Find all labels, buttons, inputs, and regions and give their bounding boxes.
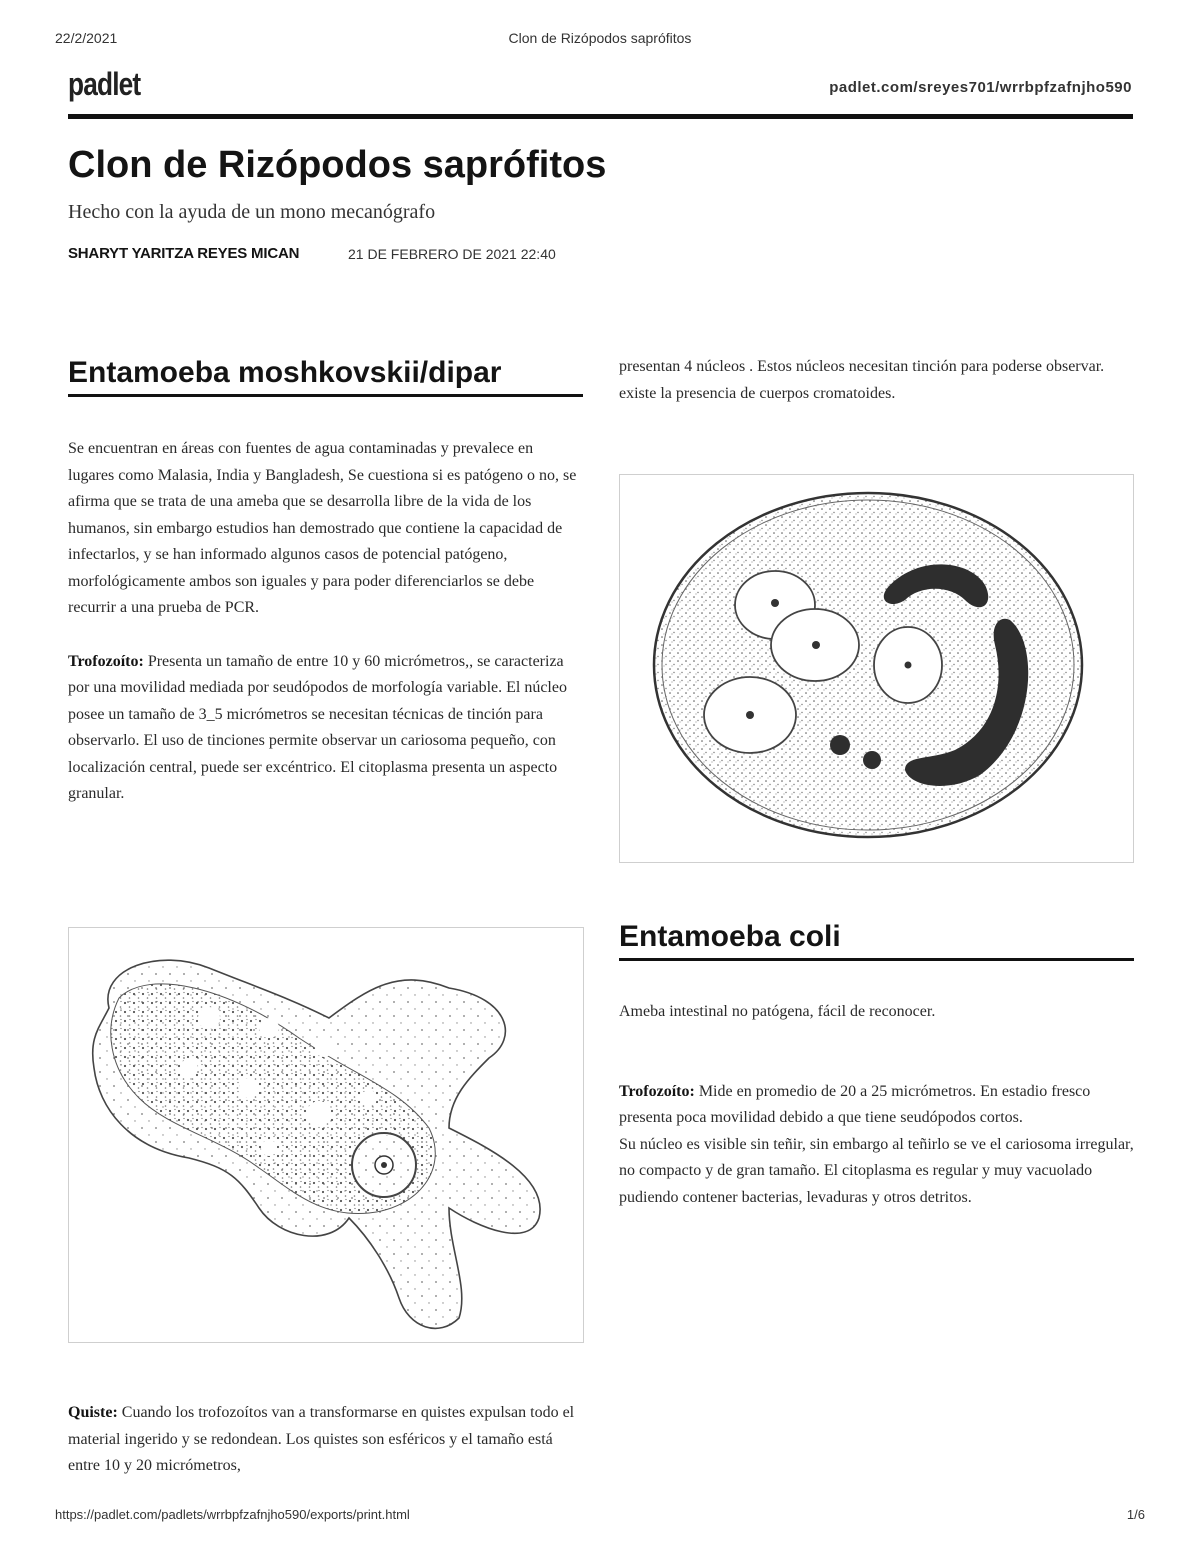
- board-url[interactable]: padlet.com/sreyes701/wrrbpfzafnjho590: [829, 79, 1132, 96]
- trofozoito-text: Mide en promedio de 20 a 25 micrómetros. En estadio fresco presenta poca movilidad debido a que tiene seudópodos cortos.: [619, 1082, 1091, 1126]
- amoeba-trophozoite-drawing: [69, 928, 583, 1342]
- board-author: SHARYT YARITZA REYES MICAN: [68, 245, 300, 262]
- quiste-label: Quiste:: [68, 1404, 118, 1421]
- trofozoito-label: Trofozoíto:: [68, 652, 144, 670]
- print-page-number: 1/6: [1126, 1507, 1145, 1522]
- amoeba-cyst-drawing: [620, 475, 1133, 862]
- post-body-paragraph: Ameba intestinal no patógena, fácil de reconocer.: [619, 1003, 936, 1020]
- trofozoito-text: Presenta un tamaño de entre 10 y 60 micrómetros,, se caracteriza por una movilidad mediada por seudópodos de morfología variable. El núcleo posee un tamaño de 3_5 micrómetros se necesitan técnicas de tinción para observarlo. El uso de tinciones permite observar un cariosoma pequeño, con localización central, puede ser excéntrico. El citoplasma presenta un aspecto granular.: [68, 652, 567, 802]
- print-page-title: Clon de Rizópodos saprófitos: [508, 30, 692, 46]
- post-body-paragraph: Se encuentran en áreas con fuentes de agua contaminadas y prevalece en lugares como Malasia, India y Bangladesh, Se cuestiona si es patógeno o no, se afirma que se trata de una ameba que se desarrolla libre de la vida de los humanos, sin embargo estudios han demostrado que contiene la capacidad de infectarlos, y se han informado algunos casos de potencial patógeno, morfológicamente ambos son iguales y para poder diferenciarlos se debe recurrir a una prueba de PCR.: [68, 440, 577, 616]
- quiste-section: [68, 1400, 583, 1480]
- quiste-continuation-paragraph: presentan 4 núcleos . Estos núcleos necesitan tinción para poderse observar. existe la presencia de cuerpos cromatoides.: [619, 358, 1105, 402]
- header-divider: [68, 114, 1133, 119]
- quiste-continuation: [619, 354, 1134, 407]
- post-entamoeba-coli: [619, 920, 1134, 1211]
- quiste-paragraph: [68, 1400, 583, 1480]
- board-subtitle: Hecho con la ayuda de un mono mecanógrafo: [68, 201, 436, 223]
- post-entamoeba-moshkovskii: [68, 356, 583, 808]
- quiste-text: Cuando los trofozoítos van a transformarse en quistes expulsan todo el material ingerido y se redondean. Los quistes son esféricos y el tamaño está entre 10 y 20 micrómetros,: [68, 1404, 575, 1474]
- board-date: 21 DE FEBRERO DE 2021 22:40: [348, 246, 556, 262]
- post-title: Entamoeba moshkovskii/dipar: [68, 356, 583, 397]
- cyst-illustration[interactable]: [619, 474, 1134, 863]
- print-date: 22/2/2021: [55, 30, 118, 46]
- post-title: Entamoeba coli: [619, 920, 1134, 961]
- padlet-logo[interactable]: padlet: [68, 66, 141, 102]
- nucleo-paragraph: Su núcleo es visible sin teñir, sin embargo al teñirlo se ve el cariosoma irregular, no compacto y de gran tamaño. El citoplasma es regular y muy vacuolado pudiendo contener bacterias, levaduras y otros detritos.: [619, 1135, 1134, 1206]
- trofozoito-paragraph: [68, 649, 583, 808]
- trofozoito-label: Trofozoíto:: [619, 1082, 695, 1100]
- trofozoito-paragraph: [619, 1079, 1134, 1132]
- print-footer-url: https://padlet.com/padlets/wrrbpfzafnjho590/exports/print.html: [55, 1507, 410, 1522]
- trophozoite-illustration[interactable]: [68, 927, 584, 1343]
- board-title: Clon de Rizópodos saprófitos: [68, 144, 607, 186]
